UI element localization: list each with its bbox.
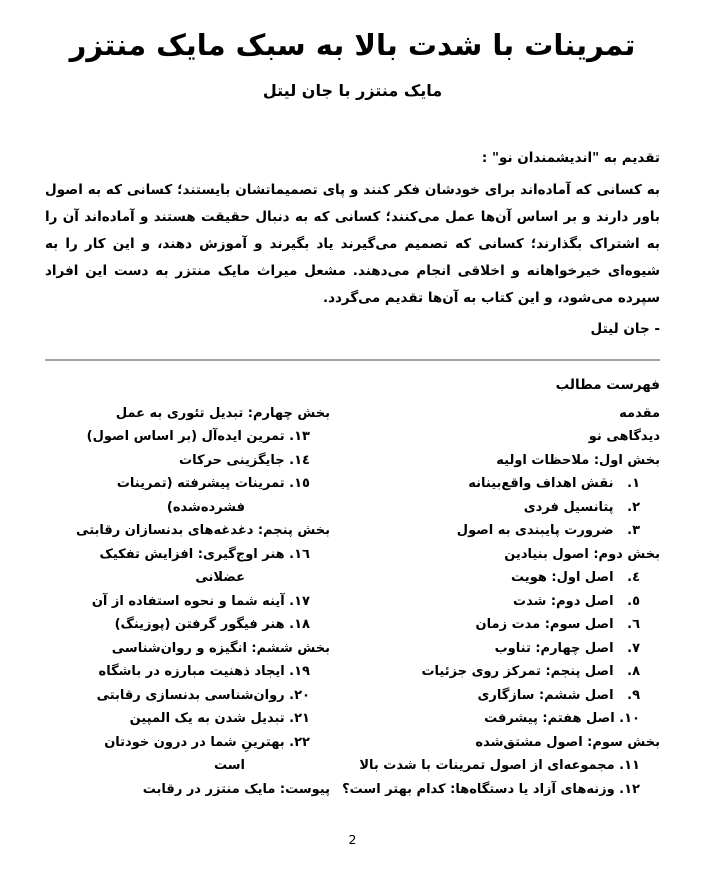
toc-entry: ١٨. هنر فیگور گرفتن (پوزینگ) <box>114 617 310 632</box>
toc-entry: ٩. اصل ششم: سازگاری <box>477 687 640 703</box>
toc-entry: ٤. اصل اول: هویت <box>511 570 640 585</box>
toc <box>45 402 660 802</box>
toc-entry: ٢٢. بهترینِ شما در درون خودتان <box>104 734 310 750</box>
toc-entry: پیوست: مایک منتزر در رقابت <box>142 781 330 797</box>
toc-column-right <box>342 402 660 802</box>
toc-entry: ٣. ضرورت پایبندی به اصول <box>456 523 640 538</box>
toc-entry: عضلانی <box>195 570 245 585</box>
toc-entry: بخش سوم: اصول مشتق‌شده <box>475 734 660 750</box>
toc-entry: ١١. مجموعه‌ای از اصول تمرینات با شدت بالا <box>359 758 640 773</box>
toc-entry: ١٩. ایجاد ذهنیت مبارزه در باشگاه <box>98 664 310 679</box>
toc-entry: بخش چهارم: تبدیل تئوری به عمل <box>115 405 330 421</box>
toc-entry: ٢١. تبدیل شدن به یک المپین <box>129 711 310 726</box>
toc-entry: ١٦. هنر اوج‌گیری: افزایش تفکیک <box>99 546 310 562</box>
toc-entry: ١٥. تمرینات پیشرفته (تمرینات <box>116 476 310 491</box>
toc-column-left <box>45 402 330 802</box>
section-divider <box>45 359 660 361</box>
toc-entry: ٥. اصل دوم: شدت <box>513 593 640 609</box>
toc-entry: ١٠. اصل هفتم: پیشرفت <box>484 711 640 726</box>
toc-entry: بخش اول: ملاحظات اولیه <box>496 452 660 468</box>
book-title: تمرینات با شدت بالا به سبک مایک منتزر <box>69 28 636 62</box>
page-number: 2 <box>348 832 357 847</box>
toc-entry: ٢. پتانسیل فردی <box>523 499 640 515</box>
toc-entry: ١٧. آینه شما و نحوه استفاده از آن <box>91 593 310 609</box>
toc-entry: بخش دوم: اصول بنیادین <box>504 546 660 562</box>
book-subtitle: مایک منتزر با جان لیتل <box>262 80 443 100</box>
toc-entry: دیدگاهی نو <box>588 429 660 444</box>
toc-entry: مقدمه <box>619 405 660 421</box>
toc-entry: ١٣. تمرین ایده‌آل (بر اساس اصول) <box>86 429 310 444</box>
toc-entry: ١. نقش اهداف واقع‌بینانه <box>468 476 640 491</box>
toc-entry: بخش پنجم: دغدغه‌های بدنسازان رقابتی <box>76 523 330 538</box>
toc-entry: است <box>213 758 245 773</box>
toc-heading: فهرست مطالب <box>555 376 660 393</box>
toc-entry: فشرده‌شده) <box>166 499 245 515</box>
toc-entry: ٦. اصل سوم: مدت زمان <box>475 617 640 632</box>
toc-entry: ٢٠. روان‌شناسی بدنسازی رقابتی <box>96 687 310 703</box>
dedication-signature: - جان لیتل <box>590 320 660 337</box>
toc-entry: ٧. اصل چهارم: تناوب <box>494 640 640 656</box>
toc-entry: بخش ششم: انگیزه و روان‌شناسی <box>111 640 330 656</box>
toc-entry: ٨. اصل پنجم: تمرکز روی جزئیات <box>421 664 640 679</box>
toc-entry: ١٢. وزنه‌های آزاد یا دستگاه‌ها: کدام بهتر است؟ <box>342 781 640 797</box>
dedication-paragraph: به کسانی که آماده‌اند برای خودشان فکر کنند و پای تصمیماتشان بایستند؛ کسانی که به اصول باور دارند و بر اساس آن‌ها عمل می‌کنند؛ کسانی که به دنبال حقیقت هستند و آماده‌اند آن را به اشتراک بگذارند؛ کسانی که تصمیم می‌گیرند یاد بگیرند و آموزش دهند، و این کار را به شیوه‌ای خیرخواهانه و اخلاقی انجام می‌دهند. مشعل میراث مایک منتزر به دست این افراد سپرده می‌شود، و این کتاب به آن‌ها تقدیم می‌گردد. <box>45 181 660 306</box>
toc-entry: ١٤. جایگزینی حرکات <box>179 452 310 468</box>
dedication-heading: تقدیم به "اندیشمندان نو" : <box>481 149 660 166</box>
